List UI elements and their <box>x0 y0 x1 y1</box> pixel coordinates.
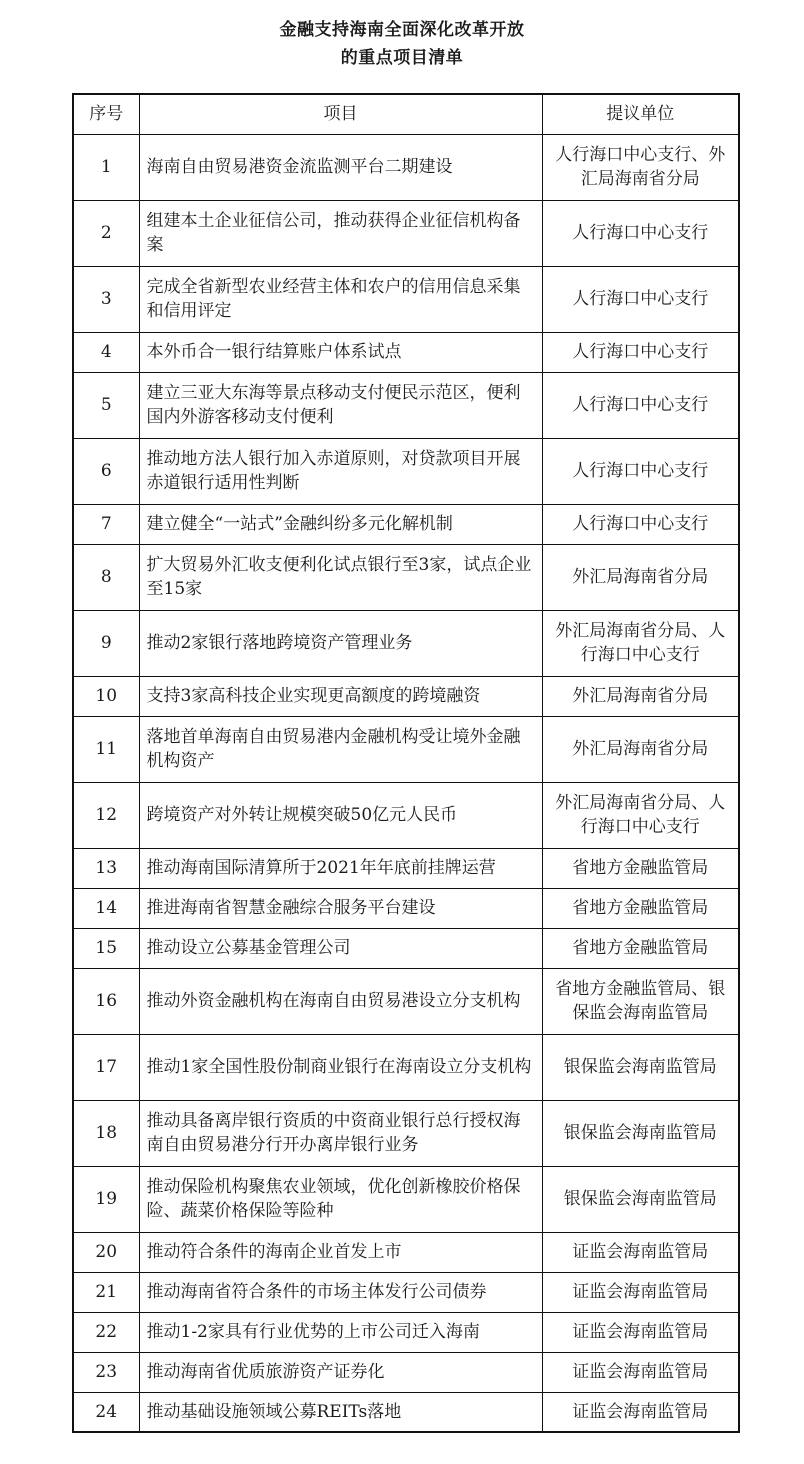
proposing-unit-cell: 证监会海南监管局 <box>542 1232 739 1272</box>
serial-number-cell: 19 <box>73 1166 139 1232</box>
table-row <box>73 266 739 332</box>
project-cell: 推动海南省符合条件的市场主体发行公司债券 <box>139 1272 542 1312</box>
project-cell: 本外币合一银行结算账户体系试点 <box>139 332 542 372</box>
serial-number-cell: 21 <box>73 1272 139 1312</box>
serial-number-cell: 6 <box>73 438 139 504</box>
serial-number-cell: 22 <box>73 1312 139 1352</box>
table-row <box>73 610 739 676</box>
table-row <box>73 134 739 200</box>
project-cell: 推动海南国际清算所于2021年年底前挂牌运营 <box>139 848 542 888</box>
proposing-unit-cell: 银保监会海南监管局 <box>542 1166 739 1232</box>
project-cell: 推动基础设施领域公募REITs落地 <box>139 1392 542 1432</box>
table-row <box>73 676 739 716</box>
table-row <box>73 1352 739 1392</box>
proposing-unit-cell: 外汇局海南省分局 <box>542 676 739 716</box>
table-row <box>73 1232 739 1272</box>
serial-number-cell: 18 <box>73 1100 139 1166</box>
project-cell: 海南自由贸易港资金流监测平台二期建设 <box>139 134 542 200</box>
table-row <box>73 1166 739 1232</box>
proposing-unit-cell: 人行海口中心支行 <box>542 504 739 544</box>
table-row <box>73 1272 739 1312</box>
proposing-unit-cell: 证监会海南监管局 <box>542 1272 739 1312</box>
serial-number-cell: 23 <box>73 1352 139 1392</box>
proposing-unit-cell: 省地方金融监管局 <box>542 928 739 968</box>
serial-number-cell: 17 <box>73 1034 139 1100</box>
serial-number-cell: 24 <box>73 1392 139 1432</box>
table-row <box>73 372 739 438</box>
table-row <box>73 438 739 504</box>
project-cell: 推进海南省智慧金融综合服务平台建设 <box>139 888 542 928</box>
serial-number-cell: 2 <box>73 200 139 266</box>
header-proposing-unit: 提议单位 <box>542 94 739 134</box>
proposing-unit-cell: 证监会海南监管局 <box>542 1312 739 1352</box>
project-cell: 推动1家全国性股份制商业银行在海南设立分支机构 <box>139 1034 542 1100</box>
header-project: 项目 <box>139 94 542 134</box>
proposing-unit-cell: 外汇局海南省分局、人行海口中心支行 <box>542 610 739 676</box>
proposing-unit-cell: 人行海口中心支行 <box>542 266 739 332</box>
serial-number-cell: 16 <box>73 968 139 1034</box>
proposing-unit-cell: 证监会海南监管局 <box>542 1352 739 1392</box>
project-cell: 建立健全“一站式”金融纠纷多元化解机制 <box>139 504 542 544</box>
table-row <box>73 1100 739 1166</box>
proposing-unit-cell: 省地方金融监管局 <box>542 848 739 888</box>
header-serial-number: 序号 <box>73 94 139 134</box>
project-cell: 推动保险机构聚焦农业领域，优化创新橡胶价格保险、蔬菜价格保险等险种 <box>139 1166 542 1232</box>
project-cell: 推动1-2家具有行业优势的上市公司迁入海南 <box>139 1312 542 1352</box>
project-cell: 推动设立公募基金管理公司 <box>139 928 542 968</box>
serial-number-cell: 1 <box>73 134 139 200</box>
table-row <box>73 544 739 610</box>
project-cell: 完成全省新型农业经营主体和农户的信用信息采集和信用评定 <box>139 266 542 332</box>
serial-number-cell: 11 <box>73 716 139 782</box>
proposing-unit-cell: 外汇局海南省分局 <box>542 716 739 782</box>
table-row <box>73 1034 739 1100</box>
project-cell: 扩大贸易外汇收支便利化试点银行至3家，试点企业至15家 <box>139 544 542 610</box>
title-line-2: 的重点项目清单 <box>340 48 464 68</box>
proposing-unit-cell: 外汇局海南省分局 <box>542 544 739 610</box>
project-cell: 推动符合条件的海南企业首发上市 <box>139 1232 542 1272</box>
serial-number-cell: 7 <box>73 504 139 544</box>
proposing-unit-cell: 人行海口中心支行、外汇局海南省分局 <box>542 134 739 200</box>
project-cell: 推动外资金融机构在海南自由贸易港设立分支机构 <box>139 968 542 1034</box>
table-row <box>73 716 739 782</box>
project-cell: 推动海南省优质旅游资产证券化 <box>139 1352 542 1392</box>
table-row <box>73 928 739 968</box>
table-row <box>73 1392 739 1432</box>
proposing-unit-cell: 人行海口中心支行 <box>542 438 739 504</box>
proposing-unit-cell: 省地方金融监管局 <box>542 888 739 928</box>
table-row <box>73 504 739 544</box>
serial-number-cell: 3 <box>73 266 139 332</box>
proposing-unit-cell: 省地方金融监管局、银保监会海南监管局 <box>542 968 739 1034</box>
serial-number-cell: 20 <box>73 1232 139 1272</box>
table-row <box>73 848 739 888</box>
serial-number-cell: 9 <box>73 610 139 676</box>
serial-number-cell: 8 <box>73 544 139 610</box>
document-title <box>0 16 804 72</box>
serial-number-cell: 10 <box>73 676 139 716</box>
project-cell: 推动2家银行落地跨境资产管理业务 <box>139 610 542 676</box>
title-line-1: 金融支持海南全面深化改革开放 <box>279 20 525 40</box>
project-cell: 建立三亚大东海等景点移动支付便民示范区，便利国内外游客移动支付便利 <box>139 372 542 438</box>
proposing-unit-cell: 银保监会海南监管局 <box>542 1034 739 1100</box>
table-row <box>73 200 739 266</box>
serial-number-cell: 15 <box>73 928 139 968</box>
serial-number-cell: 4 <box>73 332 139 372</box>
table-row <box>73 968 739 1034</box>
table-row <box>73 332 739 372</box>
proposing-unit-cell: 证监会海南监管局 <box>542 1392 739 1432</box>
project-cell: 支持3家高科技企业实现更高额度的跨境融资 <box>139 676 542 716</box>
proposing-unit-cell: 银保监会海南监管局 <box>542 1100 739 1166</box>
table-row <box>73 782 739 848</box>
project-cell: 组建本土企业征信公司，推动获得企业征信机构备案 <box>139 200 542 266</box>
proposing-unit-cell: 人行海口中心支行 <box>542 332 739 372</box>
table-row <box>73 888 739 928</box>
serial-number-cell: 14 <box>73 888 139 928</box>
project-cell: 跨境资产对外转让规模突破50亿元人民币 <box>139 782 542 848</box>
project-cell: 推动地方法人银行加入赤道原则，对贷款项目开展赤道银行适用性判断 <box>139 438 542 504</box>
serial-number-cell: 12 <box>73 782 139 848</box>
table-row <box>73 1312 739 1352</box>
key-projects-table <box>72 93 740 1433</box>
proposing-unit-cell: 人行海口中心支行 <box>542 372 739 438</box>
project-cell: 推动具备离岸银行资质的中资商业银行总行授权海南自由贸易港分行开办离岸银行业务 <box>139 1100 542 1166</box>
serial-number-cell: 13 <box>73 848 139 888</box>
proposing-unit-cell: 人行海口中心支行 <box>542 200 739 266</box>
project-cell: 落地首单海南自由贸易港内金融机构受让境外金融机构资产 <box>139 716 542 782</box>
serial-number-cell: 5 <box>73 372 139 438</box>
proposing-unit-cell: 外汇局海南省分局、人行海口中心支行 <box>542 782 739 848</box>
table-header-row <box>73 94 739 134</box>
